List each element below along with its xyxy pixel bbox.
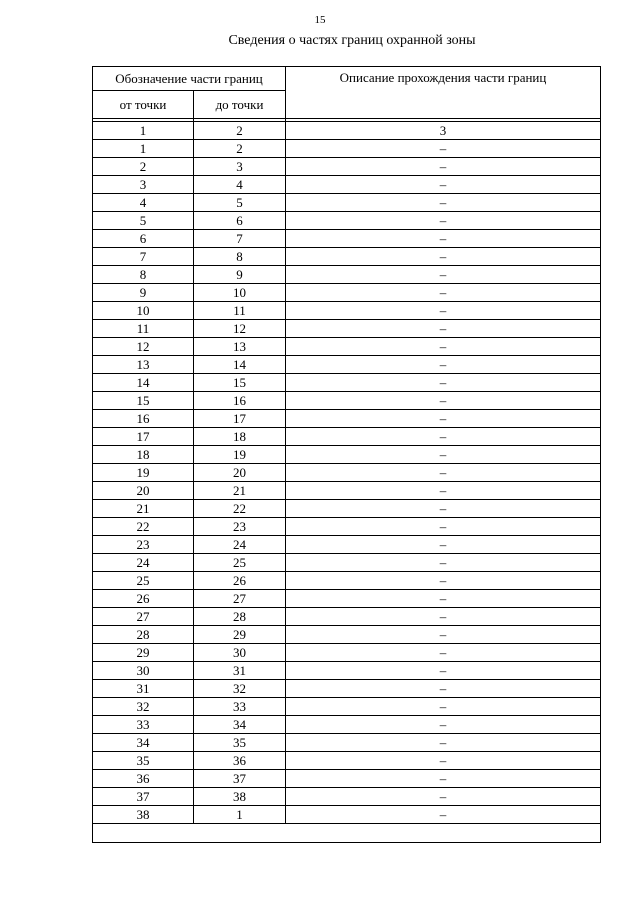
column-numbering-row [93, 122, 601, 140]
description-cell: – [286, 392, 601, 410]
from-point-cell: 37 [93, 788, 194, 806]
table-row [93, 698, 601, 716]
description-cell: – [286, 284, 601, 302]
table-row [93, 284, 601, 302]
table-row [93, 266, 601, 284]
from-point-cell: 35 [93, 752, 194, 770]
to-point-cell: 38 [194, 788, 286, 806]
table-row [93, 536, 601, 554]
to-point-cell: 37 [194, 770, 286, 788]
from-point-cell: 34 [93, 734, 194, 752]
table-row [93, 806, 601, 824]
from-point-cell: 8 [93, 266, 194, 284]
to-point-cell: 3 [194, 158, 286, 176]
to-point-cell: 25 [194, 554, 286, 572]
to-point-cell: 26 [194, 572, 286, 590]
to-point-cell: 11 [194, 302, 286, 320]
from-point-cell: 4 [93, 194, 194, 212]
column-number: 3 [286, 122, 601, 140]
description-cell: – [286, 806, 601, 824]
description-cell: – [286, 374, 601, 392]
to-point-cell: 21 [194, 482, 286, 500]
table-body [93, 122, 601, 824]
table-row [93, 428, 601, 446]
description-cell: – [286, 536, 601, 554]
table-row [93, 446, 601, 464]
table-row [93, 356, 601, 374]
to-point-cell: 30 [194, 644, 286, 662]
to-point-cell: 13 [194, 338, 286, 356]
to-point-cell: 36 [194, 752, 286, 770]
to-point-cell: 27 [194, 590, 286, 608]
table-row [93, 770, 601, 788]
description-cell: – [286, 770, 601, 788]
to-point-cell: 9 [194, 266, 286, 284]
from-point-cell: 9 [93, 284, 194, 302]
description-cell: – [286, 248, 601, 266]
table-row [93, 680, 601, 698]
description-cell: – [286, 338, 601, 356]
description-cell: – [286, 590, 601, 608]
to-point-cell: 17 [194, 410, 286, 428]
boundary-parts-table [92, 66, 601, 843]
to-point-cell: 28 [194, 608, 286, 626]
from-point-cell: 21 [93, 500, 194, 518]
from-point-cell: 31 [93, 680, 194, 698]
from-point-cell: 2 [93, 158, 194, 176]
from-point-cell: 11 [93, 320, 194, 338]
from-point-cell: 5 [93, 212, 194, 230]
description-cell: – [286, 644, 601, 662]
header-group: Обозначение части границ [93, 67, 286, 91]
description-cell: – [286, 572, 601, 590]
description-cell: – [286, 446, 601, 464]
table-row [93, 554, 601, 572]
header-to-point: до точки [194, 91, 286, 119]
table-row [93, 374, 601, 392]
description-cell: – [286, 356, 601, 374]
table-row [93, 482, 601, 500]
column-number: 2 [194, 122, 286, 140]
table-row [93, 230, 601, 248]
to-point-cell: 18 [194, 428, 286, 446]
column-number: 1 [93, 122, 194, 140]
to-point-cell: 1 [194, 806, 286, 824]
from-point-cell: 26 [93, 590, 194, 608]
table-row [93, 392, 601, 410]
description-cell: – [286, 518, 601, 536]
table-row [93, 464, 601, 482]
table-row [93, 662, 601, 680]
from-point-cell: 33 [93, 716, 194, 734]
description-cell: – [286, 752, 601, 770]
table-row [93, 212, 601, 230]
description-cell: – [286, 464, 601, 482]
to-point-cell: 31 [194, 662, 286, 680]
to-point-cell: 20 [194, 464, 286, 482]
to-point-cell: 33 [194, 698, 286, 716]
from-point-cell: 22 [93, 518, 194, 536]
table-header [93, 67, 601, 122]
table-row [93, 752, 601, 770]
description-cell: – [286, 230, 601, 248]
table-row [93, 734, 601, 752]
to-point-cell: 35 [194, 734, 286, 752]
from-point-cell: 10 [93, 302, 194, 320]
table-row [93, 626, 601, 644]
table-row [93, 248, 601, 266]
table-row [93, 410, 601, 428]
description-cell: – [286, 176, 601, 194]
description-cell: – [286, 788, 601, 806]
page-number: 15 [314, 14, 326, 26]
description-cell: – [286, 410, 601, 428]
from-point-cell: 27 [93, 608, 194, 626]
description-cell: – [286, 626, 601, 644]
header-from-point: от точки [93, 91, 194, 119]
to-point-cell: 5 [194, 194, 286, 212]
table-row [93, 176, 601, 194]
description-cell: – [286, 140, 601, 158]
to-point-cell: 12 [194, 320, 286, 338]
to-point-cell: 29 [194, 626, 286, 644]
from-point-cell: 20 [93, 482, 194, 500]
description-cell: – [286, 500, 601, 518]
table-row [93, 320, 601, 338]
from-point-cell: 13 [93, 356, 194, 374]
from-point-cell: 24 [93, 554, 194, 572]
to-point-cell: 23 [194, 518, 286, 536]
from-point-cell: 16 [93, 410, 194, 428]
description-cell: – [286, 680, 601, 698]
to-point-cell: 16 [194, 392, 286, 410]
from-point-cell: 30 [93, 662, 194, 680]
header-description: Описание прохождения части границ [286, 67, 601, 119]
to-point-cell: 8 [194, 248, 286, 266]
empty-row [93, 824, 601, 843]
from-point-cell: 15 [93, 392, 194, 410]
from-point-cell: 29 [93, 644, 194, 662]
table-row [93, 644, 601, 662]
from-point-cell: 19 [93, 464, 194, 482]
description-cell: – [286, 302, 601, 320]
from-point-cell: 3 [93, 176, 194, 194]
table-row [93, 302, 601, 320]
from-point-cell: 32 [93, 698, 194, 716]
from-point-cell: 7 [93, 248, 194, 266]
description-cell: – [286, 698, 601, 716]
table-row [93, 500, 601, 518]
table-row [93, 140, 601, 158]
description-cell: – [286, 734, 601, 752]
from-point-cell: 18 [93, 446, 194, 464]
table-row [93, 194, 601, 212]
to-point-cell: 15 [194, 374, 286, 392]
description-cell: – [286, 212, 601, 230]
from-point-cell: 38 [93, 806, 194, 824]
description-cell: – [286, 428, 601, 446]
description-cell: – [286, 158, 601, 176]
description-cell: – [286, 662, 601, 680]
from-point-cell: 17 [93, 428, 194, 446]
to-point-cell: 14 [194, 356, 286, 374]
description-cell: – [286, 482, 601, 500]
description-cell: – [286, 554, 601, 572]
from-point-cell: 36 [93, 770, 194, 788]
table-row [93, 716, 601, 734]
table-row [93, 608, 601, 626]
description-cell: – [286, 194, 601, 212]
description-cell: – [286, 320, 601, 338]
from-point-cell: 12 [93, 338, 194, 356]
table-row [93, 590, 601, 608]
table-row [93, 518, 601, 536]
description-cell: – [286, 716, 601, 734]
from-point-cell: 14 [93, 374, 194, 392]
table-row [93, 158, 601, 176]
page-title: Сведения о частях границ охранной зоны [228, 33, 476, 48]
to-point-cell: 2 [194, 140, 286, 158]
description-cell: – [286, 266, 601, 284]
to-point-cell: 34 [194, 716, 286, 734]
from-point-cell: 25 [93, 572, 194, 590]
to-point-cell: 10 [194, 284, 286, 302]
from-point-cell: 23 [93, 536, 194, 554]
table-row [93, 338, 601, 356]
to-point-cell: 4 [194, 176, 286, 194]
to-point-cell: 22 [194, 500, 286, 518]
to-point-cell: 24 [194, 536, 286, 554]
from-point-cell: 28 [93, 626, 194, 644]
description-cell: – [286, 608, 601, 626]
table-row [93, 788, 601, 806]
to-point-cell: 19 [194, 446, 286, 464]
table-row [93, 572, 601, 590]
to-point-cell: 6 [194, 212, 286, 230]
from-point-cell: 1 [93, 140, 194, 158]
to-point-cell: 32 [194, 680, 286, 698]
from-point-cell: 6 [93, 230, 194, 248]
to-point-cell: 7 [194, 230, 286, 248]
